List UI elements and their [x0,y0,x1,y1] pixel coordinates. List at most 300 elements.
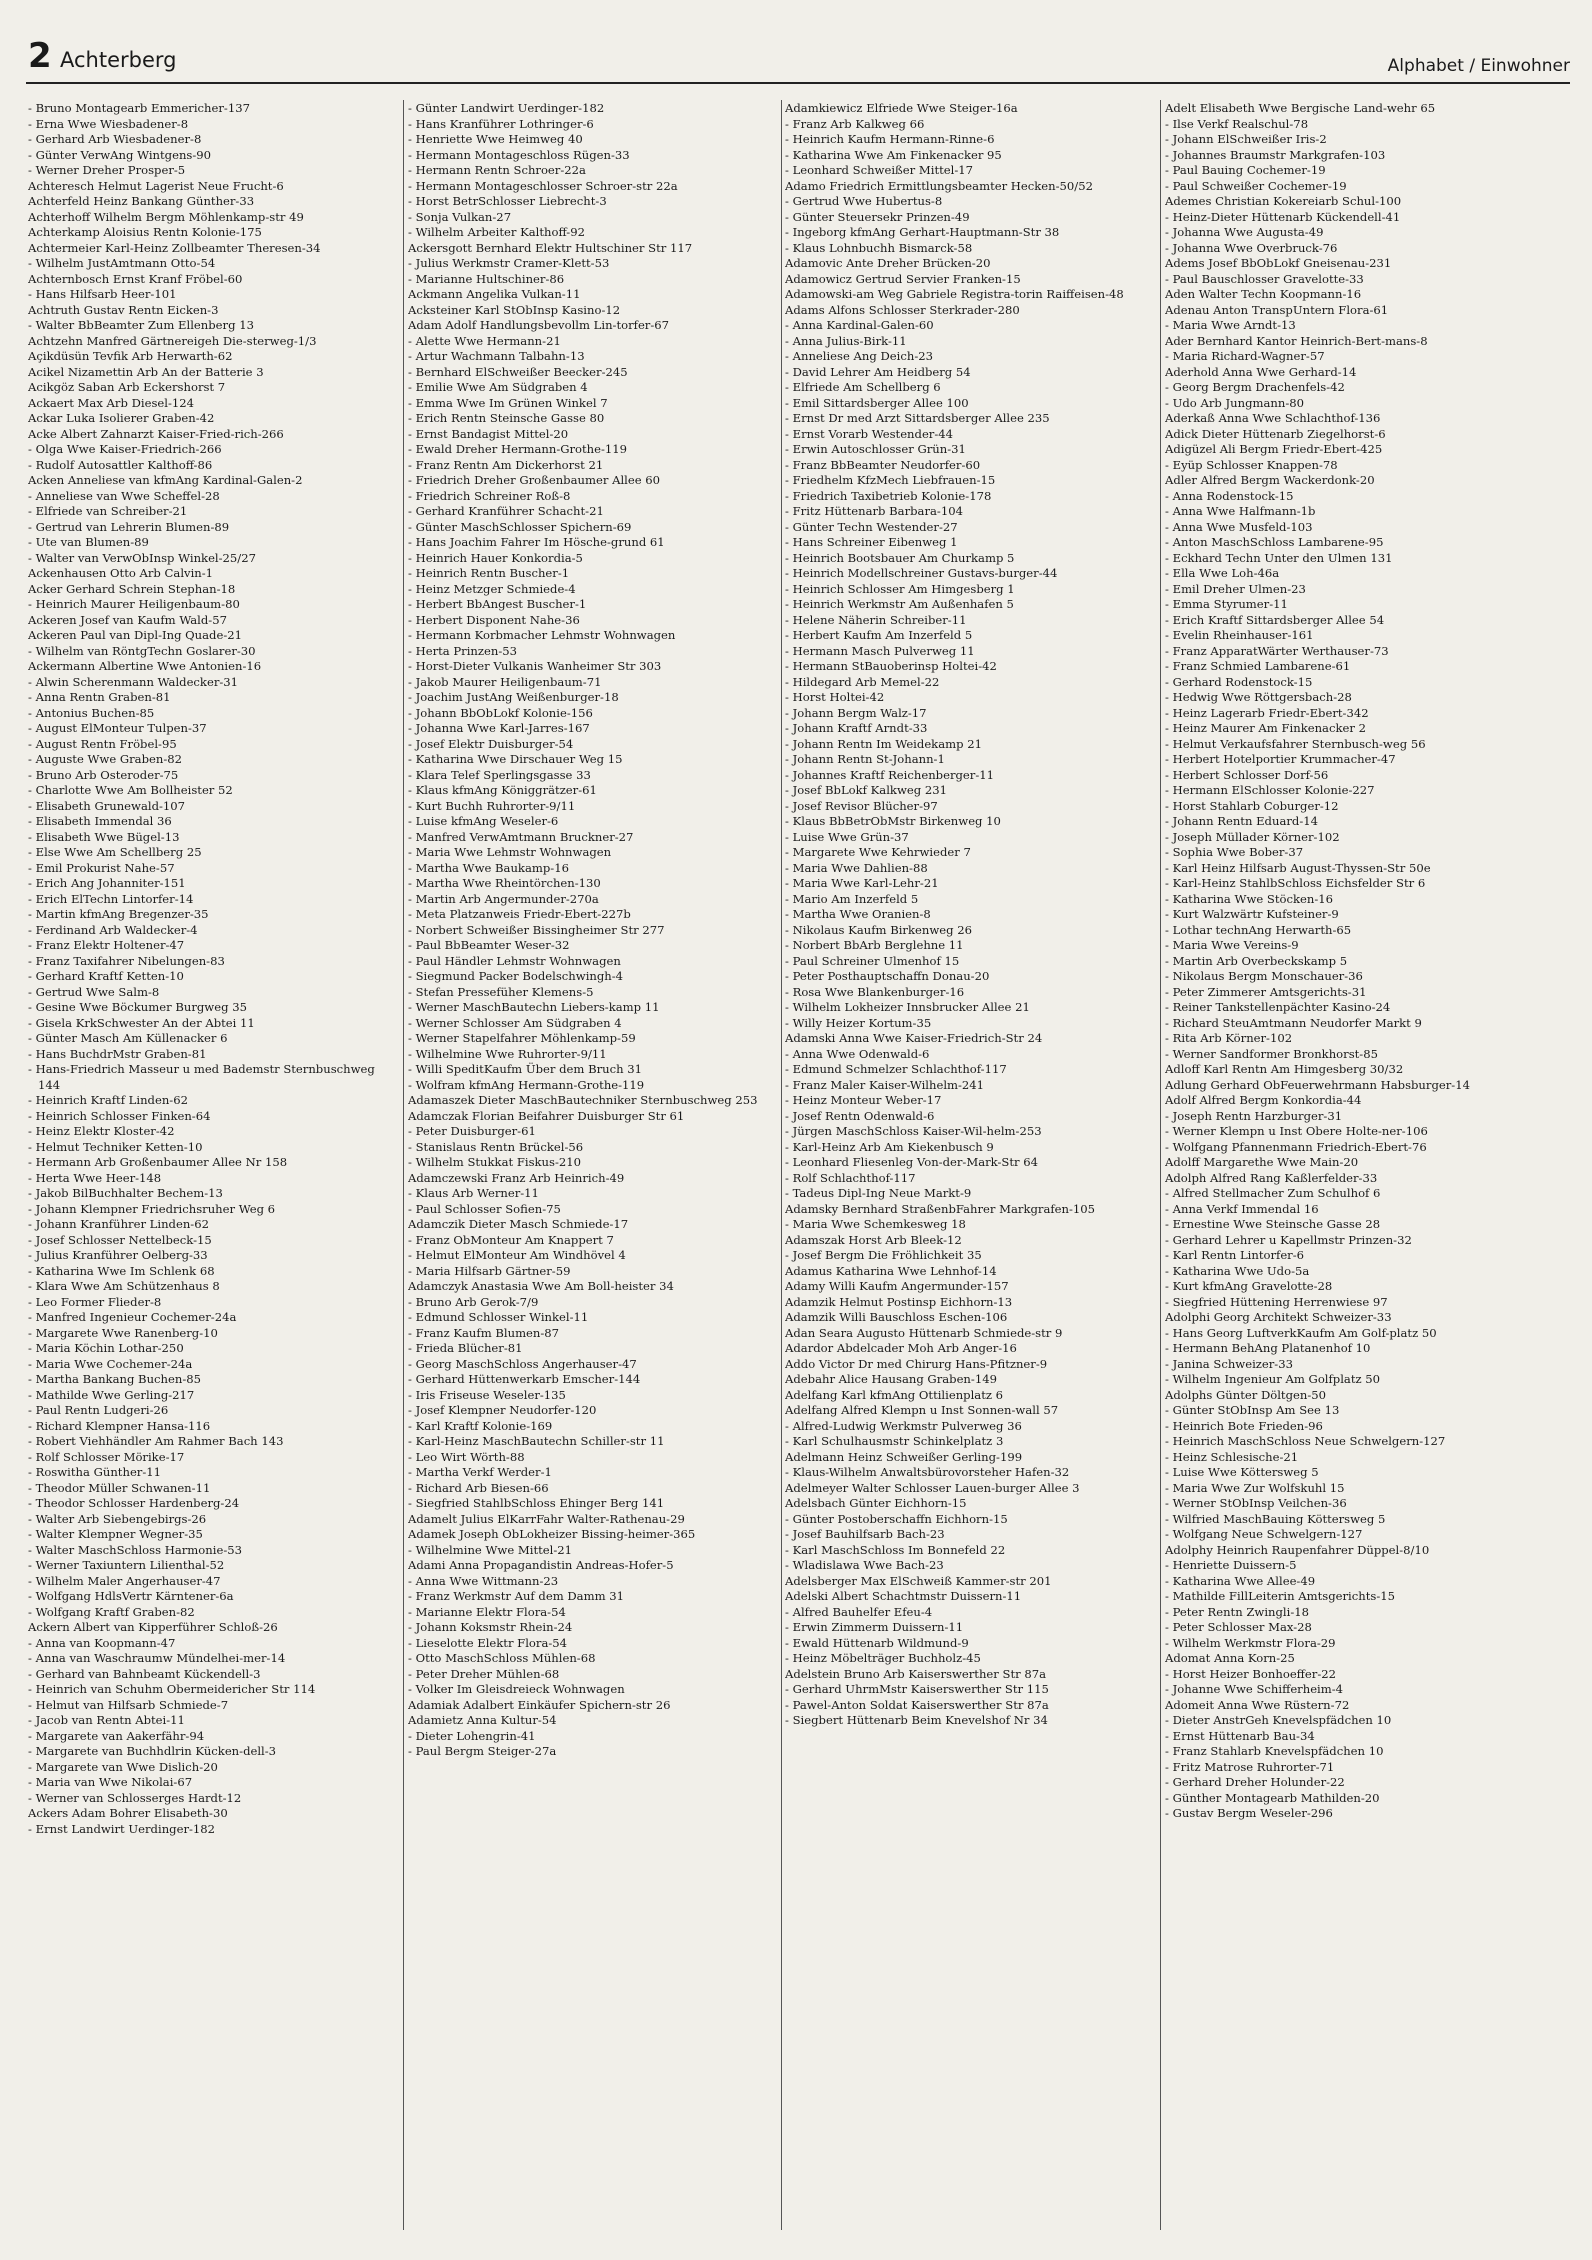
directory-entry: - Hermann Korbmacher Lehmstr Wohnwagen [408,628,676,642]
directory-entry: - Hermann Arb Großenbaumer Allee Nr 158 [28,1155,288,1169]
directory-entry: - Wilhelm Lokheizer Innsbrucker Allee 21 [785,1000,1030,1014]
directory-entry: Adelfang Karl kfmAng Ottilienplatz 6 [785,1387,1004,1402]
directory-entry: - Julius Werkmstr Cramer-Klett-53 [408,256,610,270]
directory-entry: - Rudolf Autosattler Kalthoff-86 [28,457,213,472]
directory-entry: - Tadeus Dipl-Ing Neue Markt-9 [785,1186,972,1200]
directory-entry: - Herta Wwe Heer-148 [28,1170,162,1185]
directory-entry: Ackaert Max Arb Diesel-124 [28,395,195,410]
directory-entry: - Hermann Montageschloss Rügen-33 [408,147,630,162]
directory-entry: Adick Dieter Hüttenarb Ziegelhorst-6 [1165,426,1386,441]
directory-entry: - Paul Schreiner Ulmenhof 15 [785,953,960,968]
directory-entry: - Edmund Schlosser Winkel-11 [408,1310,589,1324]
directory-entry: Adebahr Alice Hausang Graben-149 [785,1372,997,1386]
directory-entry: Adelt Elisabeth Wwe Bergische Land-wehr 65 [1165,101,1436,115]
directory-entry: Adamowicz Gertrud Servier Franken-15 [785,271,1021,286]
directory-entry: - Peter Rentn Zwingli-18 [1165,1604,1310,1619]
directory-entry: - Wolfgang Kraftf Graben-82 [28,1604,195,1619]
directory-entry: - Katharina Wwe Stöcken-16 [1165,891,1334,906]
directory-entry: - Gerhard van Bahnbeamt Kückendell-3 [28,1666,261,1681]
directory-entry: - Richard SteuAmtmann Neudorfer Markt 9 [1165,1015,1422,1030]
directory-entry: - Rita Arb Körner-102 [1165,1031,1293,1045]
directory-entry: - Helmut van Hilfsarb Schmiede-7 [28,1697,229,1712]
directory-entry: Aden Walter Techn Koopmann-16 [1165,287,1362,301]
directory-entry: - Paul Bauschlosser Gravelotte-33 [1165,271,1364,286]
directory-entry: Adamo Friedrich Ermittlungsbeamter Hecken-50/52 [785,178,1093,193]
directory-entry: - Anna Kardinal-Galen-60 [785,318,934,332]
directory-entry: Ackers Adam Bohrer Elisabeth-30 [28,1806,228,1820]
directory-entry: - Karl Schulhausmstr Schinkelplatz 3 [785,1434,1004,1448]
directory-entry: - Josef Rentn Odenwald-6 [785,1108,935,1123]
directory-entry: - Wilhelmine Wwe Ruhrorter-9/11 [408,1046,607,1061]
directory-entry: - Auguste Wwe Graben-82 [28,752,183,766]
directory-entry: Adelstein Bruno Arb Kaiserswerther Str 87a [785,1666,1046,1681]
directory-entry: - Luise Wwe Grün-37 [785,829,909,844]
directory-entry: - Anna Wwe Musfeld-103 [1165,519,1313,534]
directory-entry: - Jürgen MaschSchloss Kaiser-Wil-helm-253 [785,1124,1042,1138]
directory-entry: - August Rentn Fröbel-95 [28,736,177,751]
directory-entry: - Heinz Möbelträger Buchholz-45 [785,1651,981,1665]
directory-entry: Adamczak Florian Beifahrer Duisburger Str 61 [408,1108,685,1123]
directory-entry: - Franz BbBeamter Neudorfer-60 [785,457,981,472]
directory-entry: Adelmann Heinz Schweißer Gerling-199 [785,1449,1023,1464]
directory-entry: - Maria Wwe Dahlien-88 [785,860,928,875]
directory-entry: - Josef Schlosser Nettelbeck-15 [28,1232,212,1247]
directory-entry: - Hans Kranführer Lothringer-6 [408,116,594,131]
directory-entry: - Udo Arb Jungmann-80 [1165,395,1304,410]
directory-entry: - Hans BuchdrMstr Graben-81 [28,1046,207,1061]
directory-entry: - Karl MaschSchloss Im Bonnefeld 22 [785,1542,1006,1557]
directory-entry: - Horst Heizer Bonhoeffer-22 [1165,1666,1336,1681]
directory-entry: Ader Bernhard Kantor Heinrich-Bert-mans-8 [1165,333,1428,348]
directory-entry: - Horst BetrSchlosser Liebrecht-3 [408,194,607,208]
page-title: Achterberg [60,48,177,72]
directory-entry: Adolff Margarethe Wwe Main-20 [1165,1155,1359,1169]
directory-entry: - Paul Händler Lehmstr Wohnwagen [408,953,621,968]
directory-entry: - Heinrich Maurer Heiligenbaum-80 [28,597,240,611]
directory-entry: - Günter Postoberschaffn Eichhorn-15 [785,1511,1008,1526]
directory-column-2 [408,101,778,2231]
directory-entry: - Margarete Wwe Ranenberg-10 [28,1325,218,1340]
directory-entry: - Elisabeth Immendal 36 [28,814,172,828]
directory-entry: - Walter MaschSchloss Harmonie-53 [28,1542,242,1557]
directory-entry: - Dieter AnstrGeh Knevelspfädchen 10 [1165,1713,1392,1727]
directory-entry: - Franz Werkmstr Auf dem Damm 31 [408,1589,625,1603]
directory-entry: - Wladislawa Wwe Bach-23 [785,1558,944,1572]
directory-entry: - Iris Friseuse Weseler-135 [408,1387,566,1402]
directory-entry: - Gerhard Arb Wiesbadener-8 [28,132,202,146]
directory-entry: - Anna Wwe Odenwald-6 [785,1046,930,1061]
directory-entry: - Elisabeth Wwe Bügel-13 [28,829,180,844]
directory-entry: - Heinrich Schlosser Am Himgesberg 1 [785,581,1015,596]
directory-entry: - Johannes Braumstr Markgrafen-103 [1165,147,1386,162]
directory-entry: - Werner Dreher Prosper-5 [28,163,186,177]
directory-entry: - Manfred Ingenieur Cochemer-24a [28,1310,237,1324]
directory-entry: - Mathilde FillLeiterin Amtsgerichts-15 [1165,1589,1396,1603]
directory-entry: - Walter Arb Siebengebirgs-26 [28,1511,207,1526]
directory-entry: Adems Josef BbObLokf Gneisenau-231 [1165,256,1392,270]
directory-entry: Achternbosch Ernst Kranf Fröbel-60 [28,271,243,286]
directory-entry: - Gertrud Wwe Hubertus-8 [785,194,943,208]
directory-entry: Aderkaß Anna Wwe Schlachthof-136 [1165,411,1381,425]
directory-entry: - Gustav Bergm Weseler-296 [1165,1806,1333,1820]
directory-entry: - Heinrich Hauer Konkordia-5 [408,550,583,565]
directory-entry: - Karl-Heinz StahlbSchloss Eichsfelder Str 6 [1165,876,1426,890]
directory-entry: - Franz ObMonteur Am Knappert 7 [408,1232,614,1247]
directory-entry: - Heinrich Kraftf Linden-62 [28,1093,188,1107]
directory-entry: - Olga Wwe Kaiser-Friedrich-266 [28,442,222,456]
directory-entry: - Friedhelm KfzMech Liebfrauen-15 [785,473,996,487]
directory-entry: - Erich ElTechn Lintorfer-14 [28,891,194,906]
directory-entry: Acikgöz Saban Arb Eckershorst 7 [28,380,226,394]
directory-entry: Adler Alfred Bergm Wackerdonk-20 [1165,473,1375,487]
directory-entry: - Wilhelm Maler Angerhauser-47 [28,1573,221,1588]
directory-entry: - Mario Am Inzerfeld 5 [785,891,919,906]
directory-entry: - Erna Wwe Wiesbadener-8 [28,116,189,131]
directory-entry: Adelsbach Günter Eichhorn-15 [785,1496,967,1510]
directory-entry: - Bruno Montagearb Emmericher-137 [28,101,250,115]
directory-entry: Adam Adolf Handlungsbevollm Lin-torfer-67 [408,318,670,332]
directory-entry: - Richard Klempner Hansa-116 [28,1418,211,1433]
directory-entry: - Manfred VerwAmtmann Bruckner-27 [408,829,634,844]
directory-entry: - Werner MaschBautechn Liebers-kamp 11 [408,1000,660,1014]
directory-entry: - Maria Wwe Cochemer-24a [28,1356,193,1371]
directory-entry: - Jakob BilBuchhalter Bechem-13 [28,1186,223,1200]
directory-entry: - Leo Former Flieder-8 [28,1294,162,1309]
directory-entry: - Johann Klempner Friedrichsruher Weg 6 [28,1201,276,1216]
directory-entry: - Johann Rentn St-Johann-1 [785,752,945,766]
directory-entry: - Heinrich Rentn Buscher-1 [408,566,570,580]
directory-entry: - Kurt Walzwärtr Kufsteiner-9 [1165,907,1339,921]
directory-entry: - Pawel-Anton Soldat Kaiserswerther Str 87a [785,1697,1049,1712]
directory-entry: - Heinrich MaschSchloss Neue Schwelgern-127 [1165,1434,1446,1448]
directory-entry: - Margarete Wwe Kehrwieder 7 [785,845,971,859]
directory-entry: Ackern Albert van Kipperführer Schloß-26 [28,1620,278,1634]
directory-entry: - Ewald Dreher Hermann-Grothe-119 [408,442,628,456]
directory-entry: - Maria Wwe Lehmstr Wohnwagen [408,845,612,859]
directory-entry: Acksteiner Karl StObInsp Kasino-12 [408,302,621,317]
directory-entry: Adamiak Adalbert Einkäufer Spichern-str 26 [408,1697,671,1712]
directory-entry: Adigüzel Ali Bergm Friedr-Ebert-425 [1165,442,1383,456]
directory-entry: - Herbert Disponent Nahe-36 [408,612,580,627]
directory-entry: - Anna Wwe Wittmann-23 [408,1573,559,1588]
directory-entry: Adelmeyer Walter Schlosser Lauen-burger Allee 3 [785,1480,1080,1495]
directory-entry: - Katharina Wwe Allee-49 [1165,1573,1316,1588]
column-divider [781,100,782,2230]
directory-entry: - Anneliese van Wwe Scheffel-28 [28,488,220,503]
directory-entry: - Paul Bauing Cochemer-19 [1165,163,1326,177]
directory-entry: - Josef Elektr Duisburger-54 [408,736,574,751]
directory-entry: - Heinz Elektr Kloster-42 [28,1124,175,1138]
directory-entry: - Johanna Wwe Karl-Jarres-167 [408,721,590,735]
directory-column-4 [1165,101,1570,2231]
directory-entry: - Emil Dreher Ulmen-23 [1165,581,1306,596]
directory-entry: - Josef Revisor Blücher-97 [785,798,938,813]
directory-entry: - Antonius Buchen-85 [28,705,155,720]
directory-entry: - Maria Köchin Lothar-250 [28,1341,184,1355]
directory-entry: - Paul Bergm Steiger-27a [408,1744,557,1758]
directory-entry: - Heinz Metzger Schmiede-4 [408,581,576,596]
directory-entry: - Joachim JustAng Weißenburger-18 [408,690,619,704]
directory-entry: - Werner Klempn u Inst Obere Holte-ner-106 [1165,1124,1428,1138]
directory-entry: - Meta Platzanweis Friedr-Ebert-227b [408,907,631,921]
directory-entry: Adamowski-am Weg Gabriele Registra-torin Raiffeisen-48 [785,287,1124,301]
column-divider [403,100,404,2230]
directory-entry: - Franz Rentn Am Dickerhorst 21 [408,457,604,472]
directory-entry: - Klara Telef Sperlingsgasse 33 [408,767,591,782]
directory-entry: - Hedwig Wwe Röttgersbach-28 [1165,690,1352,704]
directory-entry: - Johann Koksmstr Rhein-24 [408,1620,573,1634]
directory-entry: Aderhold Anna Wwe Gerhard-14 [1165,364,1357,379]
directory-entry: Achterhoff Wilhelm Bergm Möhlenkamp-str 49 [28,209,304,224]
directory-entry: - Ernst Dr med Arzt Sittardsberger Allee 235 [785,411,1050,425]
directory-entry: Acikel Nizamettin Arb An der Batterie 3 [28,364,264,379]
directory-entry: - Friedrich Taxibetrieb Kolonie-178 [785,488,992,503]
directory-entry: - Peter Posthauptschaffn Donau-20 [785,969,990,983]
directory-entry: Adlung Gerhard ObFeuerwehrmann Habsburger-14 [1165,1077,1470,1092]
directory-entry: - Gesine Wwe Böckumer Burgweg 35 [28,1000,247,1014]
directory-entry: - Klaus kfmAng Königgrätzer-61 [408,783,597,797]
directory-entry: - Werner Taxiuntern Lilienthal-52 [28,1558,225,1572]
directory-entry: Addo Victor Dr med Chirurg Hans-Pfitzner-9 [785,1356,1048,1371]
directory-entry: - Martha Wwe Rheintörchen-130 [408,876,601,890]
directory-entry: Achtruth Gustav Rentn Eicken-3 [28,302,219,317]
directory-entry: - Heinz Maurer Am Finkenacker 2 [1165,721,1366,735]
directory-entry: - Wilhelm JustAmtmann Otto-54 [28,256,216,270]
directory-entry: - Johanne Wwe Schifferheim-4 [1165,1682,1344,1696]
directory-entry: - Anna van Waschraumw Mündelhei-mer-14 [28,1651,286,1665]
directory-entry: - Reiner Tankstellenpächter Kasino-24 [1165,1000,1391,1014]
directory-entry: - Heinz Lagerarb Friedr-Ebert-342 [1165,705,1369,720]
directory-entry: - Anna Rentn Graben-81 [28,690,171,704]
directory-entry: - Helmut Techniker Ketten-10 [28,1139,203,1154]
directory-entry: - Wilhelm Ingenieur Am Golfplatz 50 [1165,1372,1381,1386]
directory-entry: - Henriette Wwe Heimweg 40 [408,132,583,146]
directory-entry: - Horst Stahlarb Coburger-12 [1165,798,1339,813]
directory-entry: Adamsky Bernhard StraßenbFahrer Markgrafen-105 [785,1201,1096,1216]
directory-entry: - Klara Wwe Am Schützenhaus 8 [28,1279,220,1293]
directory-entry: Adamczik Dieter Masch Schmiede-17 [408,1217,629,1231]
directory-entry: - Siegfried Hüttening Herrenwiese 97 [1165,1294,1388,1309]
directory-entry: Adelfang Alfred Klempn u Inst Sonnen-wall 57 [785,1403,1059,1417]
directory-entry: - Hermann BehAng Platanenhof 10 [1165,1341,1371,1355]
directory-entry: - Fritz Hüttenarb Barbara-104 [785,504,963,518]
directory-entry: - Otto MaschSchloss Mühlen-68 [408,1651,596,1665]
directory-entry: - Emil Sittardsberger Allee 100 [785,395,969,410]
directory-entry: - Mathilde Wwe Gerling-217 [28,1387,195,1402]
directory-entry: - Franz Elektr Holtener-47 [28,938,185,952]
directory-entry: - Willy Heizer Kortum-35 [785,1015,932,1030]
directory-entry: - Johann BbObLokf Kolonie-156 [408,705,593,720]
directory-entry: - Gisela KrkSchwester An der Abtei 11 [28,1015,255,1030]
directory-entry: - Jacob van Rentn Abtei-11 [28,1713,185,1727]
directory-entry: - Dieter Lohengrin-41 [408,1728,536,1743]
directory-entry: Ackeren Paul van Dipl-Ing Quade-21 [28,628,243,642]
directory-entry: - Josef Bergm Die Fröhlichkeit 35 [785,1248,982,1262]
directory-entry: - Leonhard Fliesenleg Von-der-Mark-Str 64 [785,1155,1038,1169]
directory-entry: - Horst Holtei-42 [785,690,885,704]
directory-entry: - Heinrich Werkmstr Am Außenhafen 5 [785,597,1014,611]
directory-entry: Adloff Karl Rentn Am Himgesberg 30/32 [1165,1062,1404,1076]
directory-entry: - Elfriede van Schreiber-21 [28,504,188,518]
directory-entry: - Leo Wirt Wörth-88 [408,1449,525,1464]
directory-entry: - Franz Arb Kalkweg 66 [785,116,925,131]
directory-entry: - Luise kfmAng Weseler-6 [408,814,559,828]
directory-entry: - David Lehrer Am Heidberg 54 [785,364,971,379]
directory-entry: - Erich Ang Johanniter-151 [28,876,186,890]
directory-entry: - Rolf Schlosser Mörike-17 [28,1449,185,1464]
directory-entry: - Janina Schweizer-33 [1165,1356,1293,1371]
directory-entry: - Theodor Schlosser Hardenberg-24 [28,1496,240,1510]
directory-entry: Adenau Anton TranspUntern Flora-61 [1165,302,1389,317]
directory-entry: - Julius Kranführer Oelberg-33 [28,1248,208,1262]
directory-entry: - Klaus Arb Werner-11 [408,1186,539,1200]
directory-entry: Adami Anna Propagandistin Andreas-Hofer-5 [408,1558,674,1572]
directory-entry: - Werner Stapelfahrer Möhlenkamp-59 [408,1031,636,1045]
directory-entry: - Werner Sandformer Bronkhorst-85 [1165,1046,1378,1061]
directory-entry: - Gertrud Wwe Salm-8 [28,984,160,999]
directory-entry: - Wolfgang HdlsVertr Kärntener-6a [28,1589,234,1603]
directory-entry: - Hans Joachim Fahrer Im Hösche-grund 61 [408,535,665,549]
directory-entry: Adamus Katharina Wwe Lehnhof-14 [785,1263,997,1278]
directory-entry: - Herbert Hotelportier Krummacher-47 [1165,752,1396,766]
directory-entry: - Werner StObInsp Veilchen-36 [1165,1496,1347,1510]
directory-entry: - Hermann Montageschlosser Schroer-str 22a [408,178,678,193]
directory-entry: - Stanislaus Rentn Brückel-56 [408,1139,584,1154]
page-number: 2 [28,36,52,76]
directory-entry: - Norbert BbArb Berglehne 11 [785,938,964,952]
directory-entry: - Jakob Maurer Heiligenbaum-71 [408,674,602,689]
directory-entry: - Peter Schlosser Max-28 [1165,1620,1312,1634]
directory-entry: - Joseph Müllader Körner-102 [1165,829,1340,844]
directory-entry: - Roswitha Günther-11 [28,1465,162,1479]
directory-entry: - Karl Kraftf Kolonie-169 [408,1418,553,1433]
directory-entry: Acker Gerhard Schrein Stephan-18 [28,581,236,596]
section-title: Alphabet / Einwohner [1387,56,1570,76]
directory-entry: - Franz Stahlarb Knevelspfädchen 10 [1165,1744,1384,1758]
directory-entry: - Heinrich Bootsbauer Am Churkamp 5 [785,550,1015,565]
directory-entry: - Günter VerwAng Wintgens-90 [28,147,212,162]
directory-entry: Adolph Alfred Rang Kaßlerfelder-33 [1165,1170,1378,1185]
directory-entry: - Martin Arb Overbeckskamp 5 [1165,953,1348,968]
directory-entry: - Siegmund Packer Bodelschwingh-4 [408,969,624,983]
directory-entry: - Alfred Stellmacher Zum Schulhof 6 [1165,1186,1381,1200]
directory-entry: - Wilhelm Arbeiter Kalthoff-92 [408,225,585,239]
directory-entry: - Werner van Schlosserges Hardt-12 [28,1790,242,1805]
directory-entry: - Anna van Koopmann-47 [28,1635,176,1650]
directory-entry: - Karl-Heinz Arb Am Kiekenbusch 9 [785,1139,994,1154]
directory-entry: - Henriette Duissern-5 [1165,1558,1297,1572]
directory-entry: - Heinz Monteur Weber-17 [785,1093,942,1107]
directory-entry: - Erwin Autoschlosser Grün-31 [785,442,966,456]
directory-entry: Adamszak Horst Arb Bleek-12 [785,1232,962,1247]
directory-entry: Ackeren Josef van Kaufm Wald-57 [28,612,227,627]
directory-entry: Ademes Christian Kokereiarb Schul-100 [1165,194,1402,208]
directory-entry: - Helmut Verkaufsfahrer Sternbusch-weg 56 [1165,736,1426,751]
directory-entry: - Marianne Elektr Flora-54 [408,1604,566,1619]
directory-entry: - Hermann StBauoberinsp Holtei-42 [785,659,997,673]
directory-entry: - Hans Hilfsarb Heer-101 [28,287,177,301]
directory-entry: Adamek Joseph ObLokheizer Bissing-heimer-365 [408,1527,696,1541]
directory-entry: - Anneliese Ang Deich-23 [785,349,933,363]
directory-entry: - Sonja Vulkan-27 [408,209,512,224]
directory-entry: - Eyüp Schlosser Knappen-78 [1165,457,1338,472]
directory-entry: Adardor Abdelcader Moh Arb Anger-16 [785,1341,1017,1355]
directory-entry: - Charlotte Wwe Am Bollheister 52 [28,783,233,797]
directory-entry: - Katharina Wwe Udo-5a [1165,1263,1310,1278]
directory-entry: - Maria Wwe Karl-Lehr-21 [785,876,939,890]
directory-entry: - Wilfried MaschBauing Köttersweg 5 [1165,1511,1386,1526]
directory-entry: - Margarete van Wwe Dislich-20 [28,1759,218,1774]
directory-entry: - Martha Wwe Baukamp-16 [408,860,569,875]
directory-entry: - Leonhard Schweißer Mittel-17 [785,163,974,177]
directory-entry: - Wilhelmine Wwe Mittel-21 [408,1542,573,1557]
directory-entry: - Gerhard Kranführer Schacht-21 [408,504,604,518]
directory-entry: Adamy Willi Kaufm Angermunder-157 [785,1279,1009,1293]
directory-entry: - Wolfgang Neue Schwelgern-127 [1165,1527,1363,1541]
directory-entry: - Peter Dreher Mühlen-68 [408,1666,560,1681]
directory-entry: - Maria Richard-Wagner-57 [1165,349,1325,363]
directory-entry: - Karl Heinz Hilfsarb August-Thyssen-Str 50e [1165,860,1431,875]
directory-entry: Achterkamp Aloisius Rentn Kolonie-175 [28,225,262,239]
directory-entry: - Bernhard ElSchweißer Beecker-245 [408,364,628,379]
directory-entry: - Johann Kraftf Arndt-33 [785,721,928,735]
directory-entry: - Heinrich van Schuhm Obermeidericher Str 114 [28,1682,316,1696]
directory-entry: - Wolfram kfmAng Hermann-Grothe-119 [408,1077,645,1092]
directory-entry: - Peter Zimmerer Amtsgerichts-31 [1165,984,1367,999]
directory-entry: Adamzik Helmut Postinsp Eichhorn-13 [785,1294,1013,1309]
directory-entry: - Franz Maler Kaiser-Wilhelm-241 [785,1077,985,1092]
directory-entry: - Ilse Verkf Realschul-78 [1165,116,1309,131]
directory-entry: - Martin Arb Angermunder-270a [408,891,599,906]
directory-entry: - Sophia Wwe Bober-37 [1165,845,1304,859]
directory-entry: - Heinz Schlesische-21 [1165,1449,1299,1464]
directory-entry: - Fritz Matrose Ruhrorter-71 [1165,1759,1335,1774]
directory-entry: Ackar Luka Isolierer Graben-42 [28,411,215,425]
directory-entry: - Rosa Wwe Blankenburger-16 [785,984,965,999]
directory-entry: - Ernst Bandagist Mittel-20 [408,426,569,441]
directory-entry: Adolphy Heinrich Raupenfahrer Düppel-8/10 [1165,1542,1430,1557]
page-header [26,36,1570,84]
directory-entry: - Katharina Wwe Am Finkenacker 95 [785,147,1002,162]
directory-entry: - Robert Viehhändler Am Rahmer Bach 143 [28,1434,284,1448]
directory-entry: - Kurt Buchh Ruhrorter-9/11 [408,798,576,813]
directory-entry: - Ewald Hüttenarb Wildmund-9 [785,1635,969,1650]
directory-entry: - Ernestine Wwe Steinsche Gasse 28 [1165,1217,1381,1231]
directory-entry: Adamkiewicz Elfriede Wwe Steiger-16a [785,101,1018,115]
directory-entry: Achtzehn Manfred Gärtnereigeh Die-sterweg-1/3 [28,333,317,348]
directory-entry: - Alfred Bauhelfer Efeu-4 [785,1604,933,1619]
directory-entry: - Evelin Rheinhauser-161 [1165,628,1314,642]
directory-entry: - Erich Rentn Steinsche Gasse 80 [408,411,605,425]
directory-entry: - Emilie Wwe Am Südgraben 4 [408,380,588,394]
directory-entry: - Volker Im Gleisdreieck Wohnwagen [408,1682,625,1696]
directory-entry: - Hermann Rentn Schroer-22a [408,163,586,177]
directory-entry: - Willi SpeditKaufm Über dem Bruch 31 [408,1062,643,1076]
directory-entry: - Wilhelm van RöntgTechn Goslarer-30 [28,643,256,658]
directory-entry: - Nikolaus Kaufm Birkenweg 26 [785,922,972,937]
directory-entry: - Walter BbBeamter Zum Ellenberg 13 [28,318,254,332]
directory-entry: - Hermann Masch Pulverweg 11 [785,643,975,658]
directory-entry: - Josef Bauhilfsarb Bach-23 [785,1527,945,1541]
directory-entry: - Helmut ElMonteur Am Windhövel 4 [408,1248,626,1262]
directory-entry: - Klaus Lohnbuchh Bismarck-58 [785,240,973,255]
directory-entry: - Günter Techn Westender-27 [785,519,958,534]
directory-entry: - Hildegard Arb Memel-22 [785,674,940,689]
directory-entry: - Ingeborg kfmAng Gerhart-Hauptmann-Str 38 [785,225,1060,239]
directory-entry: - Emma Wwe Im Grünen Winkel 7 [408,395,608,410]
directory-entry: - Maria Hilfsarb Gärtner-59 [408,1263,571,1278]
directory-entry: - Karl-Heinz MaschBautechn Schiller-str 11 [408,1434,665,1448]
